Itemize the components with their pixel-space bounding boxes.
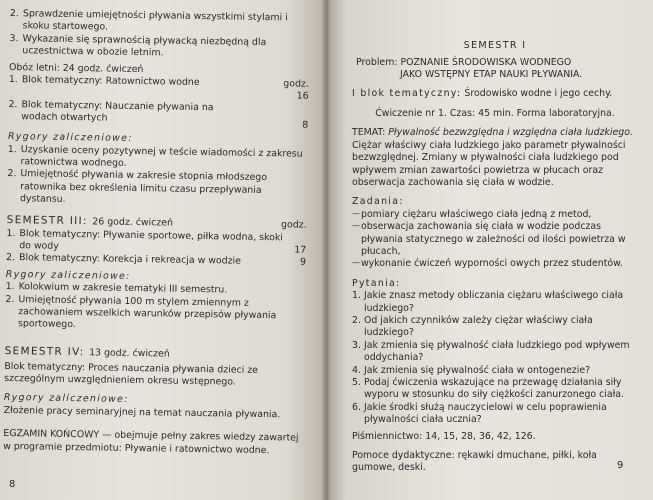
- list-item: 2. Blok tematyczny: Korekcja i rekreacja w wodzie: [5, 252, 242, 268]
- godz-label: godz.: [283, 78, 309, 90]
- list-item: 2. Blok tematyczny: Nauczanie pływania na wodach otwartych: [8, 98, 214, 124]
- hours-column: [283, 78, 309, 103]
- problem-line-1: Problem: POZNANIE ŚRODOWISKA WODNEGO: [356, 56, 572, 68]
- temat-rest: Ciężar właściwy ciała ludzkiego jako parametr pływalności bezwzględnej. Zmiany w pływalności ciała ludzkiego pod wpływem zmian zawartości powietrza w płucach oraz obserwacja zachowania się ciała w wodzie.: [352, 139, 626, 188]
- item-text: Wykazanie się sprawnością pływacką niezbędną dla uczestnictwa w obozie letnim.: [22, 33, 267, 59]
- list-item: 3. Jak zmienia się pływalność ciała ludzkiego pod wpływem oddychania?: [352, 339, 630, 364]
- hours-value: 9: [299, 256, 307, 269]
- list-item: 1. Kolokwium w zakresie tematyki III semestru.: [5, 281, 228, 296]
- list-item: 2. Umiejętność pływania 100 m stylem zmiennym z zachowaniem wszelkich warunków przepisów pływania sportowego.: [5, 293, 277, 331]
- cwiczenie-line: Ćwiczenie nr 1. Czas: 45 min. Forma laboratoryjna.: [375, 107, 615, 119]
- hours-value: 8: [302, 119, 309, 131]
- temat-italic: Pływalność bezwzględna i względna ciała ludzkiego.: [388, 127, 633, 139]
- egzamin-text: EGZAMIN KOŃCOWY — obejmuje pełny zakres wiedzy zawartej w programie przedmiotu: Pływanie i ratownictwo wodne.: [3, 428, 299, 456]
- left-page: [0, 0, 326, 500]
- temat-paragraph: [352, 127, 638, 189]
- problem-line-2: JAKO WSTĘPNY ETAP NAUKI PŁYWANIA.: [400, 69, 583, 81]
- list-item: 5. Podaj ćwiczenia wskazujące na przewagę działania siły wyporu w stosunku do siły ciężkości zanurzonego ciała.: [352, 377, 625, 401]
- page-number: 8: [9, 479, 16, 490]
- semester-title: SEMESTR III:: [6, 213, 88, 227]
- list-item: 3. Wykazanie się sprawnością pływacką niezbędną dla uczestnictwa w obozie letnim.: [9, 32, 267, 59]
- pismiennictwo: Piśmiennictwo: 14, 15, 28, 36, 42, 126.: [352, 430, 536, 442]
- blok-row: [352, 88, 638, 100]
- temat-label: TEMAT:: [352, 127, 386, 139]
- list-item: — obserwacja zachowania się ciała w wodzie podczas pływania statycznego w zależności od ilości powietrza w płucach,: [352, 221, 638, 258]
- hours-value: 17: [294, 244, 307, 256]
- blok-text: Środowisko wodne i jego cechy.: [464, 88, 613, 100]
- sem4-text: Blok tematyczny: Proces nauczania pływania dzieci ze szczególnym uwzględnieniem okresu wstępnego.: [4, 360, 259, 388]
- semester-hours: 13 godz. ćwiczeń: [89, 347, 170, 360]
- zadania-heading: Zadania:: [352, 196, 404, 208]
- rygory-heading: Rygory zaliczeniowe:: [3, 392, 129, 406]
- semester-heading: SEMESTR I: [463, 40, 527, 51]
- list-item: 4. Jak zmienia się pływalność ciała w ontogenezie?: [352, 364, 591, 376]
- right-page-content: [352, 40, 638, 475]
- book-gutter: [321, 0, 331, 500]
- semester-hours: 26 godz. ćwiczeń: [92, 216, 174, 229]
- hours-value: 16: [296, 90, 309, 103]
- godz-label: godz.: [280, 218, 307, 231]
- list-item: — pomiary ciężaru właściwego ciała jedną z metod,: [352, 209, 638, 221]
- rygory-heading: Rygory zaliczeniowe:: [7, 131, 133, 145]
- list-item: 1. Uzyskanie oceny pozytywnej w teście wiadomości z zakresu ratownictwa wodnego.: [7, 143, 303, 169]
- rygory-heading: Rygory zaliczeniowe:: [5, 268, 131, 282]
- pytania-heading: Pytania:: [352, 277, 401, 289]
- list-item: 1. Blok tematyczny: Pływanie sportowe, piłka wodna, skoki do wody: [6, 227, 284, 252]
- pomoce-dydaktyczne: Pomoce dydaktyczne: rękawki dmuchane, piłki, koła gumowe, deski.: [352, 450, 597, 474]
- list-item: 1. Jakie znasz metody obliczania ciężaru właściwego ciała ludzkiego?: [352, 290, 624, 314]
- item-text: Sprawdzenie umiejętności pływania wszystkimi stylami i skoku startowego.: [22, 8, 288, 33]
- semester-title: SEMESTR IV:: [4, 344, 85, 359]
- list-item: — wykonanie ćwiczeń wyporności owych przez studentów.: [352, 258, 638, 270]
- page-number: 9: [617, 460, 624, 471]
- blok-label: I blok tematyczny:: [352, 88, 462, 100]
- list-item: 2. Umiejętność pływania w zakresie stopnia młodszego ratownika bez określenia limitu czasu przepływania dystansu.: [7, 168, 268, 206]
- list-item: 2. Sprawdzenie umiejętności pływania wszystkimi stylami i skoku startowego.: [9, 8, 288, 33]
- rygor-text: Złożenie pracy seminaryjnej na temat nauczania pływania.: [3, 404, 281, 421]
- oboz-heading: Obóz letni: 24 godz. ćwiczeń: [8, 61, 144, 75]
- list-item: 6. Jakie środki służą nauczycielowi w celu poprawienia pływalności ciała ucznia?: [352, 401, 607, 426]
- list-item: 1. Blok tematyczny: Ratownictwo wodne: [8, 74, 200, 89]
- left-page-content: [3, 8, 310, 458]
- right-page: [326, 0, 653, 500]
- list-item: 2. Od jakich czynników zależy ciężar właściwy ciała ludzkiego?: [352, 314, 593, 339]
